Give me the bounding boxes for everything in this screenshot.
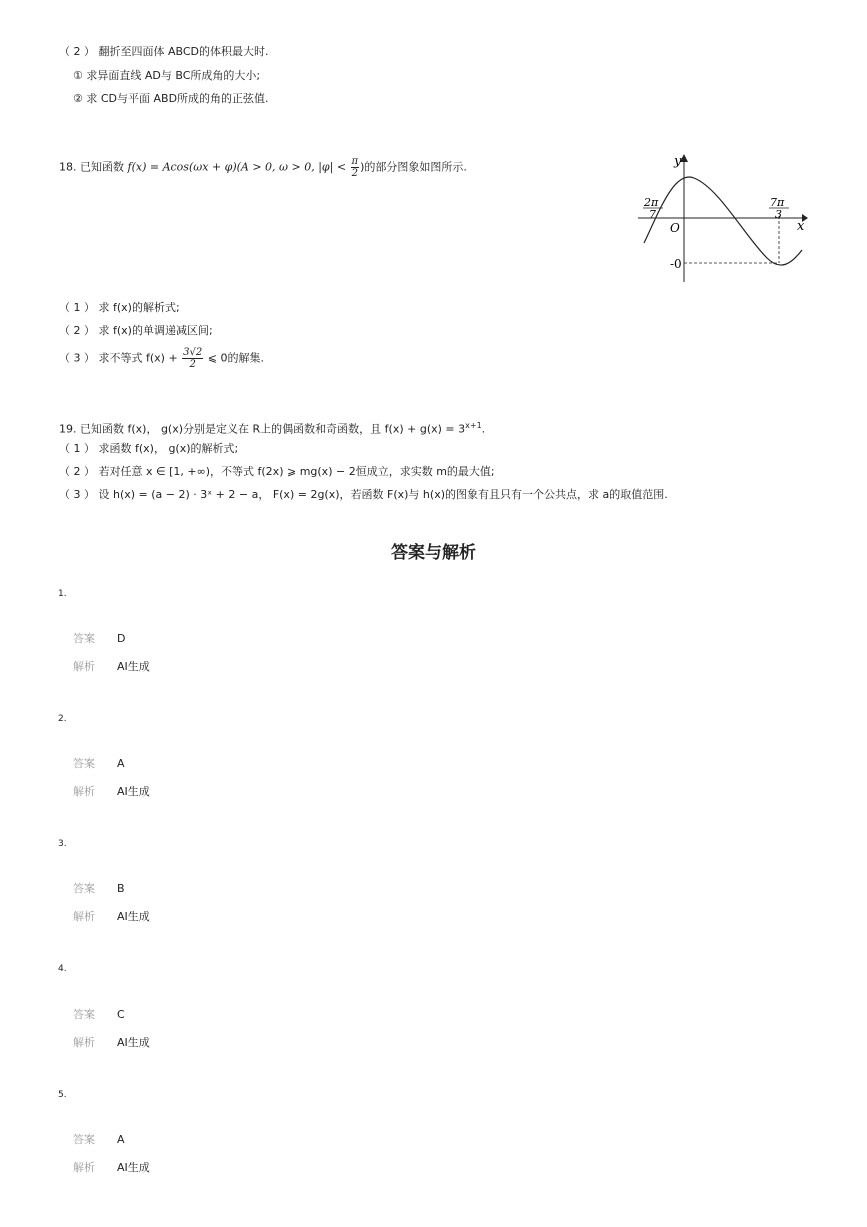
analysis-4-row: 解析 AI生成 — [73, 1036, 150, 1049]
answer-1-value: D — [117, 632, 126, 645]
q18-cosine-graph — [634, 150, 809, 285]
q18-formula: f(x) = Acos(ωx + φ)(A > 0, ω > 0, |φ| < — [127, 160, 350, 174]
q18-stem-suffix: )的部分图象如图所示. — [360, 160, 467, 174]
q18-part2: （ 2 ） 求 f(x)的单调递减区间; — [59, 324, 213, 337]
q17-sub1: ① 求异面直线 AD与 BC所成角的大小; — [73, 69, 261, 82]
answer-5-value: A — [117, 1133, 125, 1146]
analysis-5-value: AI生成 — [117, 1161, 150, 1174]
right-tick-numerator: 7π — [770, 196, 785, 209]
origin-label: O — [670, 221, 680, 235]
analysis-3-row: 解析 AI生成 — [73, 910, 150, 923]
answer-1-row: 答案 D — [73, 632, 126, 645]
analysis-5-row: 解析 AI生成 — [73, 1161, 150, 1174]
q18-part3-fraction: $\frac{3√2}{2}$ — [183, 347, 203, 370]
answer-4-number: 4. — [58, 964, 67, 974]
q19-part3: （ 3 ） 设 h(x) = (a − 2) · 3ˣ + 2 − a， F(x) = 2g(x)，若函数 F(x)与 h(x)的图象有且只有一个公共点，求 a的取值范围. — [59, 488, 668, 501]
q18-part1: （ 1 ） 求 f(x)的解析式; — [59, 301, 180, 314]
q19-part2: （ 2 ） 若对任意 x ∈ [1, +∞)，不等式 f(2x) ⩾ mg(x) − 2恒成立，求实数 m的最大值; — [59, 465, 495, 478]
x-label: x — [797, 219, 805, 234]
q18-part3-suffix: ⩽ 0的解集. — [204, 351, 264, 365]
answer-5-number: 5. — [58, 1090, 67, 1100]
answer-2-row: 答案 A — [73, 757, 125, 770]
answer-2-value: A — [117, 757, 125, 770]
q19-stem: 19. 已知函数 f(x)， g(x)分别是定义在 R上的偶函数和奇函数，且 $f(x) + g(x) = 3^{x+1}$. — [59, 421, 486, 436]
answers-title: 答案与解析 — [391, 543, 476, 563]
q18-part3 — [59, 347, 264, 370]
q18-part3-prefix: （ 3 ） 求不等式 f(x) + — [59, 351, 182, 365]
answer-3-row: 答案 B — [73, 882, 125, 895]
q18-stem-prefix: 18. 已知函数 — [59, 160, 128, 174]
right-tick-denominator: 3 — [775, 208, 782, 221]
y-label: y — [674, 154, 682, 169]
answer-4-row: 答案 C — [73, 1008, 125, 1021]
analysis-1-value: AI生成 — [117, 660, 150, 673]
q18-pi-over-2: $\frac{\pi}{2}$ — [351, 156, 359, 179]
answer-5-row: 答案 A — [73, 1133, 125, 1146]
left-tick-denominator: 7 — [649, 208, 656, 221]
analysis-2-row: 解析 AI生成 — [73, 785, 150, 798]
answer-2-number: 2. — [58, 714, 67, 724]
q17-part2: （ 2 ） 翻折至四面体 ABCD的体积最大时. — [59, 45, 269, 58]
analysis-2-value: AI生成 — [117, 785, 150, 798]
q19-exponent: x+1 — [465, 421, 482, 430]
analysis-3-value: AI生成 — [117, 910, 150, 923]
q18-stem — [59, 156, 467, 179]
answer-1-number: 1. — [58, 589, 67, 599]
analysis-1-row: 解析 AI生成 — [73, 660, 150, 673]
q19-part1: （ 1 ） 求函数 f(x)， g(x)的解析式; — [59, 442, 239, 455]
q17-sub2: ② 求 CD与平面 ABD所成的角的正弦值. — [73, 92, 269, 105]
cosine-curve — [644, 177, 802, 265]
left-tick-numerator: 2π — [644, 196, 659, 209]
answer-3-value: B — [117, 882, 125, 895]
min-label: -0 — [670, 257, 682, 271]
answer-3-number: 3. — [58, 839, 67, 849]
answer-4-value: C — [117, 1008, 125, 1021]
analysis-4-value: AI生成 — [117, 1036, 150, 1049]
